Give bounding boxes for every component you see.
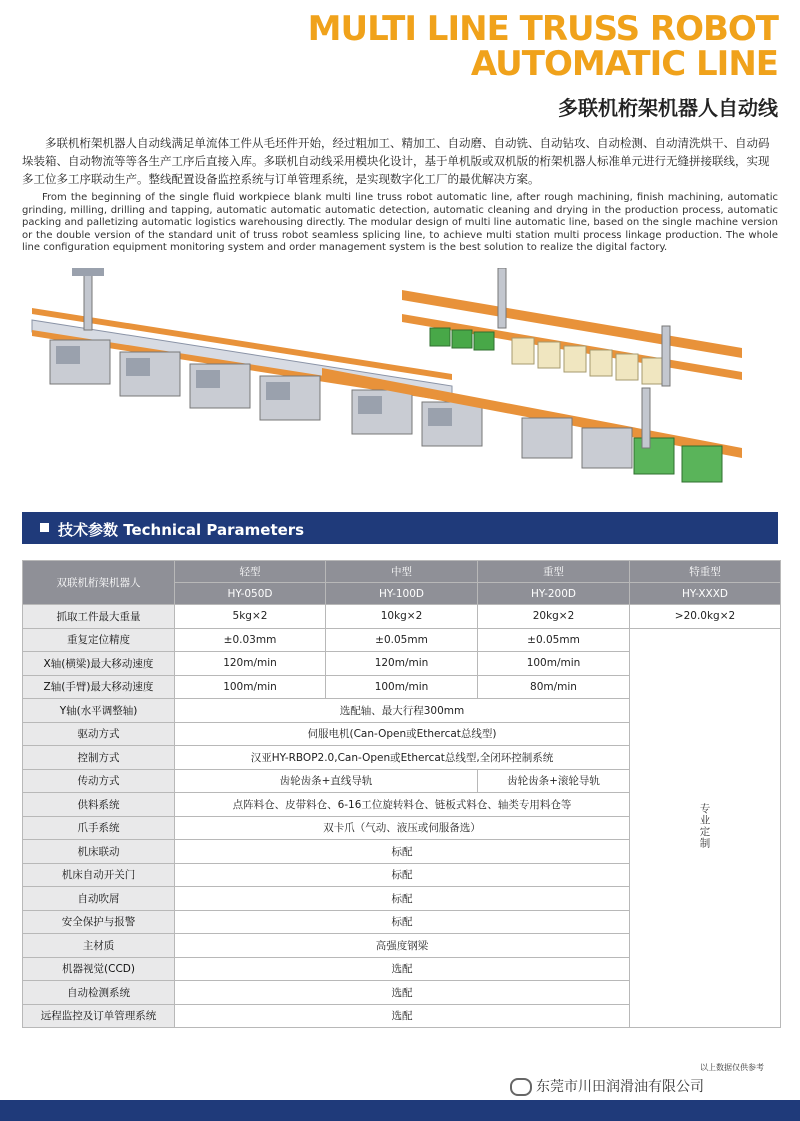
table-row <box>23 628 781 652</box>
table-corner: 双联机桁架机器人 <box>23 561 175 605</box>
section-title: 技术参数 Technical Parameters <box>58 521 305 539</box>
row-label: 机床自动开关门 <box>23 863 175 887</box>
row-label: Z轴(手臂)最大移动速度 <box>23 675 175 699</box>
table-cell: 10kg×2 <box>326 605 478 629</box>
table-cell: ±0.05mm <box>478 628 630 652</box>
type-medium: 中型 <box>326 561 478 583</box>
subtitle-cn: 多联机桁架机器人自动线 <box>558 96 778 120</box>
model-050d: HY-050D <box>175 583 326 605</box>
row-label: 传动方式 <box>23 769 175 793</box>
table-cell: 标配 <box>175 863 630 887</box>
table-cell: 选配 <box>175 1004 630 1028</box>
bottom-bar <box>0 1100 800 1121</box>
row-label: 安全保护与报警 <box>23 910 175 934</box>
wechat-account-name: 东莞市川田润滑油有限公司 <box>536 1079 704 1095</box>
footer-disclaimer: 以上数据仅供参考 <box>700 1063 764 1072</box>
row-label: 远程监控及订单管理系统 <box>23 1004 175 1028</box>
table-cell: 齿轮齿条+直线导轨 <box>175 769 478 793</box>
table-cell: 汉亚HY-RBOP2.0,Can-Open或Ethercat总线型,全闭环控制系统 <box>175 746 630 770</box>
row-label: 机器视觉(CCD) <box>23 957 175 981</box>
table-cell: 点阵料仓、皮带料仓、6-16工位旋转料仓、链板式料仓、轴类专用料仓等 <box>175 793 630 817</box>
table-cell: 100m/min <box>478 652 630 676</box>
table-cell: >20.0kg×2 <box>630 605 781 629</box>
title-line-2: AUTOMATIC LINE <box>470 44 778 84</box>
row-label: 爪手系统 <box>23 816 175 840</box>
model-xxxd: HY-XXXD <box>630 583 781 605</box>
table-cell: ±0.03mm <box>175 628 326 652</box>
row-label: 控制方式 <box>23 746 175 770</box>
table-cell: 高强度钢梁 <box>175 934 630 958</box>
parameters-table <box>22 560 781 1028</box>
type-heavy: 重型 <box>478 561 630 583</box>
table-cell: 标配 <box>175 840 630 864</box>
table-cell: 选配轴、最大行程300mm <box>175 699 630 723</box>
wechat-watermark <box>510 1076 704 1096</box>
production-line-illustration <box>22 268 778 508</box>
special-custom-cell <box>630 628 781 1028</box>
row-label: Y轴(水平调整轴) <box>23 699 175 723</box>
table-cell: 80m/min <box>478 675 630 699</box>
type-light: 轻型 <box>175 561 326 583</box>
row-label: 驱动方式 <box>23 722 175 746</box>
row-label: 主材质 <box>23 934 175 958</box>
table-cell: 选配 <box>175 981 630 1005</box>
row-label: 重复定位精度 <box>23 628 175 652</box>
title-line-1: MULTI LINE TRUSS ROBOT <box>307 9 778 49</box>
intro-english: From the beginning of the single fluid workpiece blank multi line truss robot automatic line, after rough machining, finish machining, automatic grinding, milling, drilling and tapping, automatic automatic automatic detection, automatic cleaning and drying in the production process, automatic packing and palletizing automatic logistics warehousing directly. The modular design of multi line automatic line, based on the single machine version or the double version of the standard unit of truss robot seamless splicing line, to achieve multi station multi process linkage production. The whole line configuration equipment monitoring system and order management system is the best solution to realize the digital factory. <box>22 192 778 254</box>
row-label: 自动检测系统 <box>23 981 175 1005</box>
table-cell: 标配 <box>175 910 630 934</box>
model-200d: HY-200D <box>478 583 630 605</box>
row-label: X轴(横梁)最大移动速度 <box>23 652 175 676</box>
row-label: 自动吹屑 <box>23 887 175 911</box>
intro-chinese: 多联机桁架机器人自动线满足单流体工件从毛坯件开始，经过粗加工、精加工、自动磨、自动铣、自动钻攻、自动检测、自动清洗烘干、自动码垛装箱、自动物流等等各生产工序后直接入库。多联机自动线采用模块化设计，基于单机版或双机版的桁架机器人标准单元进行无缝拼接联线，实现多工位多工序联动生产。整线配置设备监控系统与订单管理系统，是实现数字化工厂的最优解决方案。 <box>22 136 770 186</box>
bullet-square-icon <box>40 523 49 532</box>
table-cell: ±0.05mm <box>326 628 478 652</box>
table-cell: 齿轮齿条+滚轮导轨 <box>478 769 630 793</box>
row-label: 抓取工件最大重量 <box>23 605 175 629</box>
row-label: 机床联动 <box>23 840 175 864</box>
table-header-types <box>23 561 781 583</box>
table-cell: 120m/min <box>326 652 478 676</box>
table-cell: 双卡爪（气动、液压或伺服备选） <box>175 816 630 840</box>
model-100d: HY-100D <box>326 583 478 605</box>
table-cell: 20kg×2 <box>478 605 630 629</box>
table-cell: 100m/min <box>326 675 478 699</box>
technical-parameters-header <box>22 512 778 544</box>
special-custom-note: 专业定制 <box>698 803 711 850</box>
table-cell: 5kg×2 <box>175 605 326 629</box>
table-cell: 100m/min <box>175 675 326 699</box>
wechat-icon <box>510 1078 532 1096</box>
row-label: 供料系统 <box>23 793 175 817</box>
table-cell: 选配 <box>175 957 630 981</box>
table-row <box>23 605 781 629</box>
table-cell: 120m/min <box>175 652 326 676</box>
table-cell: 伺服电机(Can-Open或Ethercat总线型) <box>175 722 630 746</box>
table-cell: 标配 <box>175 887 630 911</box>
type-extra-heavy: 特重型 <box>630 561 781 583</box>
